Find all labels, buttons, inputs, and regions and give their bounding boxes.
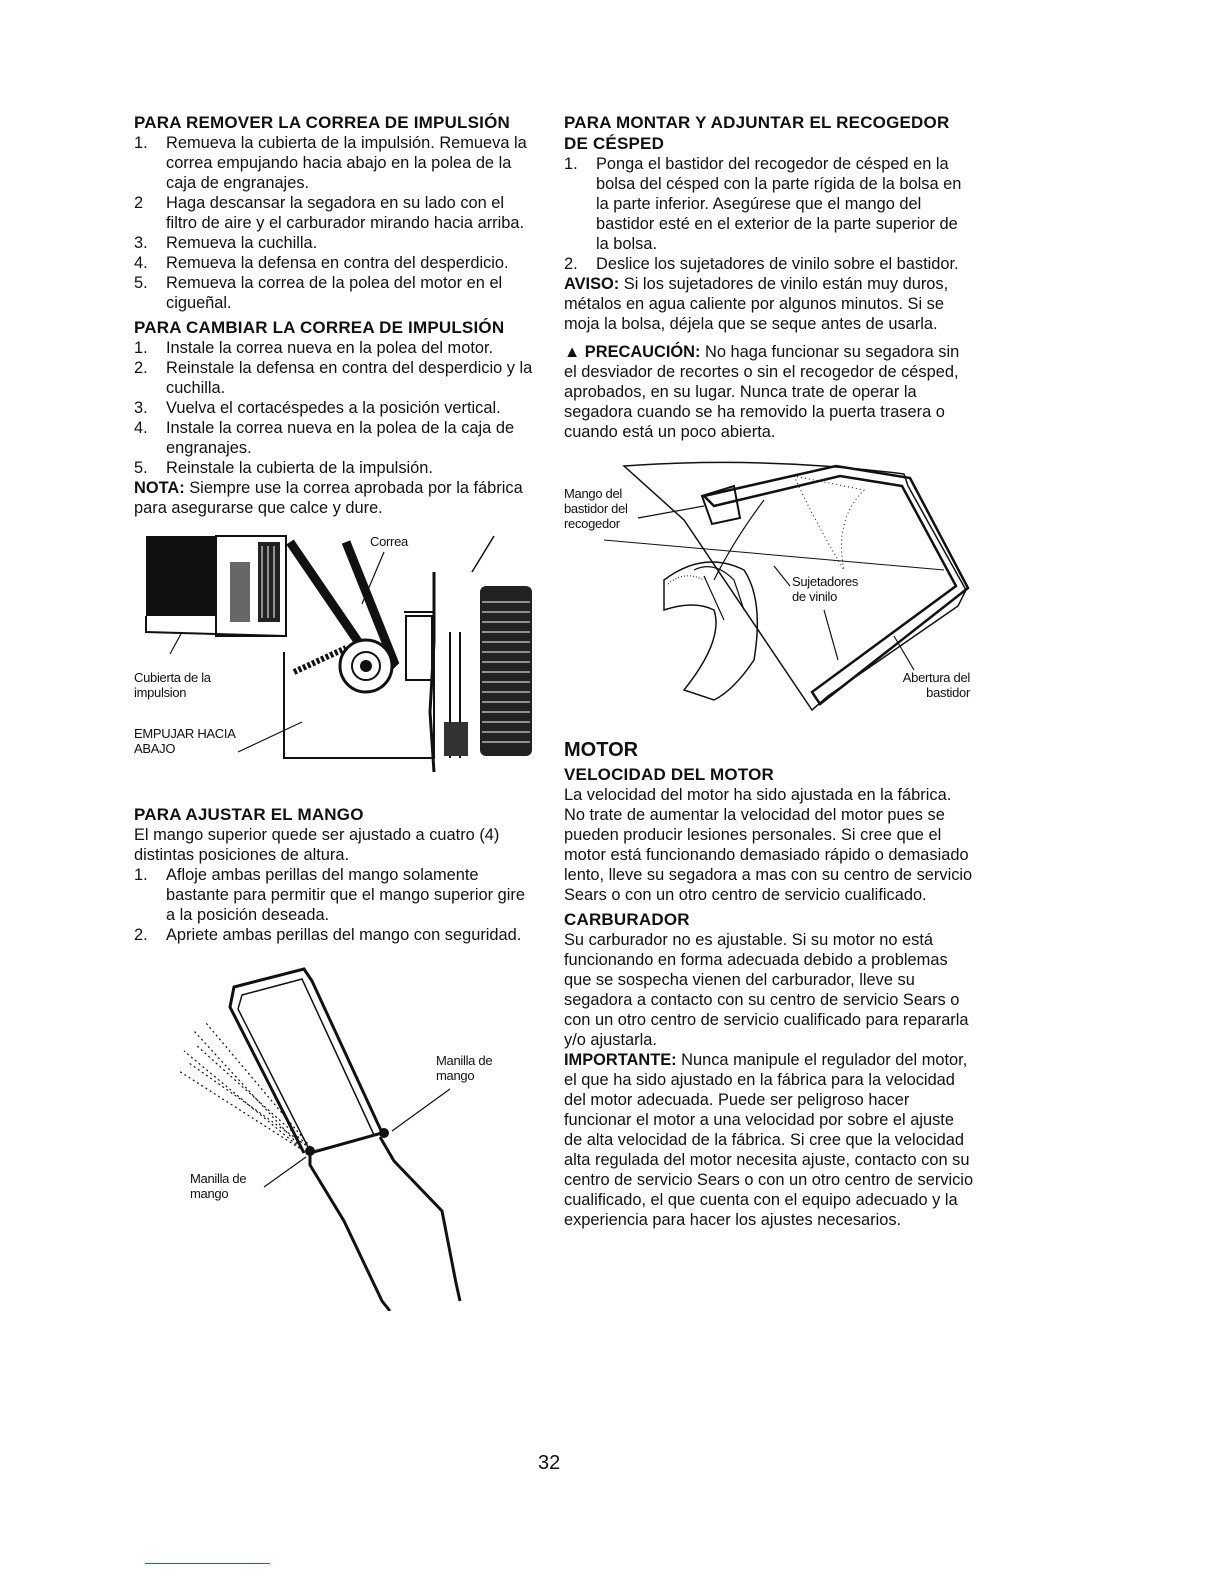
carburador-paragraph: Su carburador no es ajustable. Si su motor no está funcionando en forma adecuada debido a problemas que se sospecha vienen del carburador, lleve su segadora a contacto con su centro de servicio Sears o con un otro centro de servicio cualificado para repararla y/o ajustarla. <box>564 931 969 1049</box>
right-column <box>564 112 974 1230</box>
list-item: 2. Deslice los sujetadores de vinilo sobre el bastidor. <box>564 255 959 273</box>
belt-figure <box>134 532 538 790</box>
page-number: 32 <box>538 1452 561 1474</box>
ajustar-title: PARA AJUSTAR EL MANGO <box>134 805 364 824</box>
ajustar-steps <box>134 865 538 945</box>
aviso-paragraph: AVISO: Si los sujetadores de vinilo están muy duros, métalos en agua caliente por algunos minutos. Si se moja la bolsa, déjela que se seque antes de usarla. <box>564 275 949 333</box>
importante-paragraph: IMPORTANTE: Nunca manipule el regulador del motor, el que ha sido ajustado en la fábrica para la velocidad del motor adecuada. Puede ser peligroso hacer funcionar el motor a una velocidad por sobre el ajuste de alta velocidad de la fábrica. Si cree que la velocidad alta regulada del motor necesita ajuste, contacto con su centro de servicio Sears o con un otro centro de servicio cualificado, el que cuenta con el equipo adecuado y la experiencia para hacer los ajustes necesarios. <box>564 1051 974 1229</box>
scan-artifact-line <box>145 1563 270 1564</box>
list-item: 5. Remueva la correa de la polea del motor en el cigueñal. <box>134 274 503 312</box>
ajustar-intro: El mango superior quede ser ajustado a cuatro (4) distintas posiciones de altura. <box>134 826 500 864</box>
cambiar-title: PARA CAMBIAR LA CORREA DE IMPULSIÓN <box>134 318 505 337</box>
label-correa: Correa <box>370 534 408 549</box>
remover-title: PARA REMOVER LA CORREA DE IMPULSIÓN <box>134 113 510 132</box>
montar-steps <box>564 154 974 274</box>
label-mango-bastidor: Mango del bastidor del recogedor <box>564 486 628 531</box>
label-empujar: EMPUJAR HACIA ABAJO <box>134 726 235 756</box>
list-item: 2. Reinstale la defensa en contra del desperdicio y la cuchilla. <box>134 359 533 397</box>
remover-steps <box>134 133 538 313</box>
list-item: 3. Remueva la cuchilla. <box>134 234 318 252</box>
left-column <box>134 112 538 1311</box>
montar-title: PARA MONTAR Y ADJUNTAR EL RECOGEDOR DE CÉSPED <box>564 113 950 153</box>
label-manilla-left: Manilla de mango <box>190 1171 247 1201</box>
list-item: 1. Ponga el bastidor del recogedor de césped en la bolsa del césped con la parte rígida de la bolsa en la parte inferior. Asegúrese que el mango del bastidor esté en el exterior de la parte superior de la bolsa. <box>564 155 962 253</box>
label-abertura: Abertura del bastidor <box>902 670 970 700</box>
motor-title: MOTOR <box>564 739 639 761</box>
list-item: 1. Afloje ambas perillas del mango solamente bastante para permitir que el mango superior gire a la posición deseada. <box>134 866 525 924</box>
precaucion-paragraph: ▲ PRECAUCIÓN: No haga funcionar su segadora sin el desviador de recortes o sin el recogedor de césped, aprobados, en su lugar. Nunca trate de operar la segadora cuando se ha removido la puerta trasera o cuando está un poco abierta. <box>564 343 960 441</box>
list-item: 1. Remueva la cubierta de la impulsión. Remueva la correa empujando hacia abajo en la polea de la caja de engranajes. <box>134 134 527 192</box>
warning-triangle-icon: ▲ <box>564 343 581 361</box>
label-cubierta: Cubierta de la impulsion <box>134 670 211 700</box>
handle-illustration <box>134 951 538 1311</box>
list-item: 4. Remueva la defensa en contra del desperdicio. <box>134 254 509 272</box>
list-item: 3. Vuelva el cortacéspedes a la posición vertical. <box>134 399 501 417</box>
nota-paragraph: NOTA: Siempre use la correa aprobada por la fábrica para asegurarse que calce y dure. <box>134 479 523 517</box>
label-manilla-right: Manilla de mango <box>436 1053 493 1083</box>
carburador-title: CARBURADOR <box>564 910 690 929</box>
velocidad-title: VELOCIDAD DEL MOTOR <box>564 765 775 784</box>
cambiar-steps <box>134 338 538 478</box>
list-item: 4. Instale la correa nueva en la polea de la caja de engranajes. <box>134 419 515 457</box>
velocidad-paragraph: La velocidad del motor ha sido ajustada en la fábrica. No trate de aumentar la velocidad del motor pues se pueden producir lesiones personales. Si cree que el motor está funcionando demasiado rápido o demasiado lento, lleve su segadora a mas con su centro de servicio Sears o con un otro centro de servicio cualificado. <box>564 786 973 904</box>
handle-figure <box>134 951 538 1311</box>
list-item: 5. Reinstale la cubierta de la impulsión. <box>134 459 433 477</box>
list-item: 2. Apriete ambas perillas del mango con seguridad. <box>134 926 522 944</box>
bag-figure <box>564 460 974 730</box>
label-sujetadores: Sujetadores de vinilo <box>792 574 859 604</box>
list-item: 2 Haga descansar la segadora en su lado con el filtro de aire y el carburador mirando hacia arriba. <box>134 194 525 232</box>
list-item: 1. Instale la correa nueva en la polea del motor. <box>134 339 494 357</box>
